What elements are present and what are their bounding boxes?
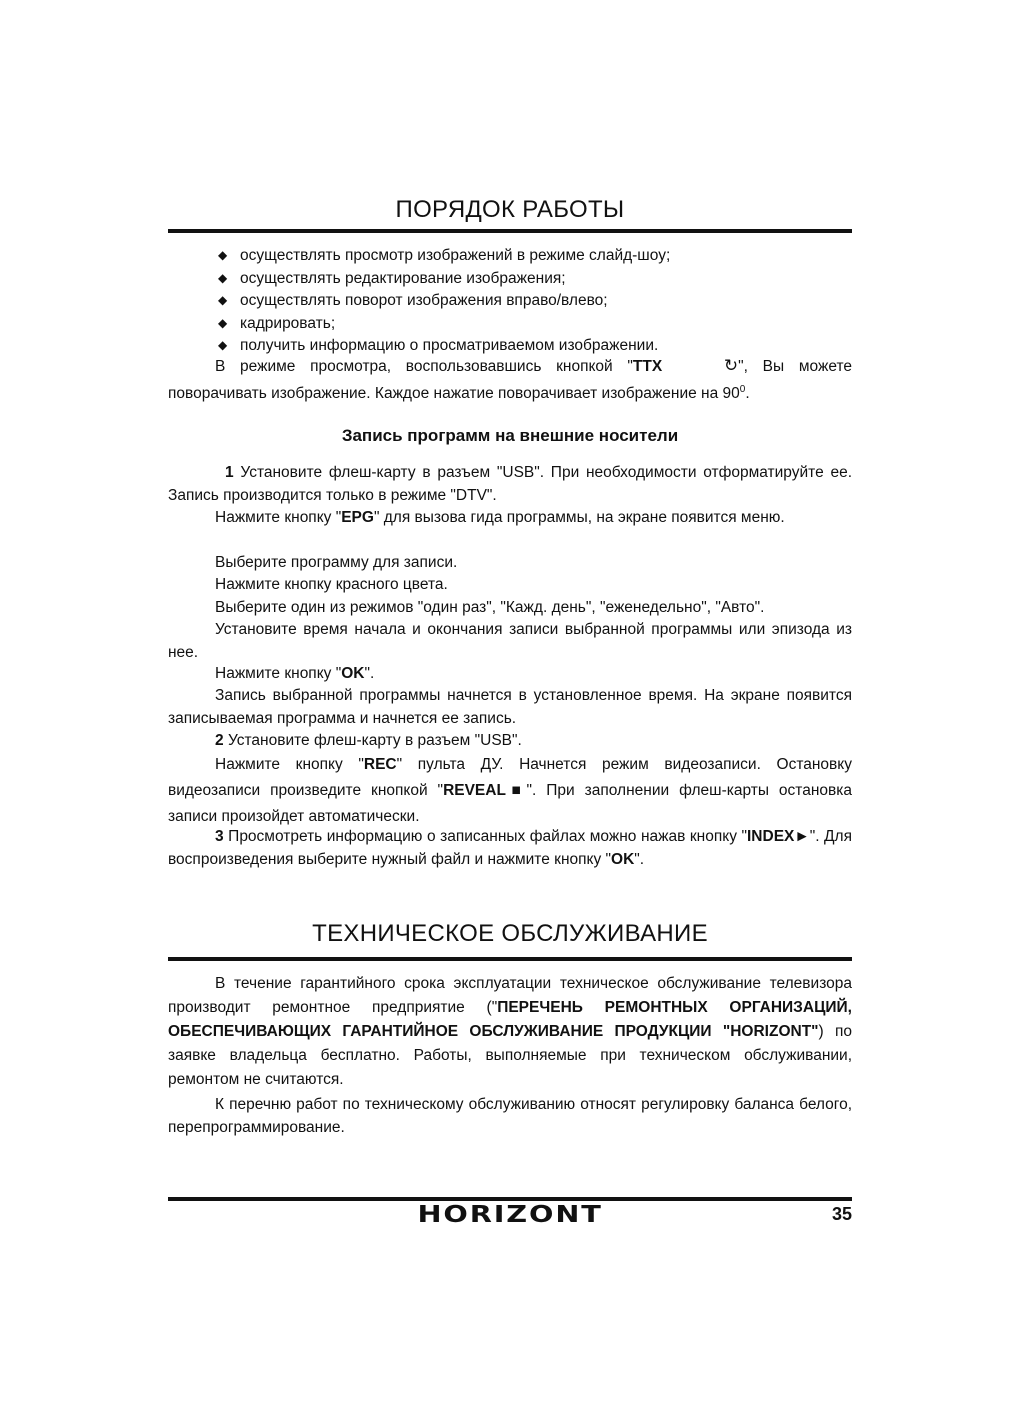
record-paragraph: Нажмите кнопку красного цвета. xyxy=(215,576,448,593)
record-step-2: 2 Установите флеш-карту в разъем "USB". xyxy=(215,732,522,749)
record-ok-paragraph: Нажмите кнопку "OK". xyxy=(215,665,375,682)
ok-button-label: OK xyxy=(341,665,365,682)
list-item: ◆ осуществлять редактирование изображения; xyxy=(218,267,852,290)
title-rule xyxy=(168,229,852,233)
page-number: 35 xyxy=(831,1204,852,1224)
title-rule xyxy=(168,957,852,961)
section-title-operation: ПОРЯДОК РАБОТЫ xyxy=(395,196,625,223)
feature-list xyxy=(218,244,852,357)
record-paragraph: Выберите один из режимов "один раз", "Кажд. день", "еженедельно", "Авто". xyxy=(215,599,765,616)
record-step-1: 1 Установите флеш-карту в разъем "USB". При необходимости отформатируйте ее. Запись производится только в режиме "DTV". xyxy=(168,464,853,504)
record-paragraph: Установите время начала и окончания записи выбранной программы или эпизода из нее. xyxy=(168,621,852,661)
diamond-bullet-icon: ◆ xyxy=(218,248,228,262)
record-section-title: Запись программ на внешние носители xyxy=(341,426,679,445)
record-rec-paragraph: Нажмите кнопку "REC" пульта ДУ. Начнется режим видеозаписи. Остановку видеозаписи произведите кнопкой "REVEAL■". При заполнении флеш-карты остановка записи произойдет автоматически. xyxy=(168,756,853,825)
index-button-label: INDEX► xyxy=(747,828,810,845)
record-step-3: 3 Просмотреть информацию о записанных файлах можно нажав кнопку "INDEX►". Для воспроизведения выберите нужный файл и нажмите кнопку "OK". xyxy=(168,828,852,868)
list-item: ◆ кадрировать; xyxy=(218,312,852,335)
rotate-icon: ↻ xyxy=(723,356,739,375)
diamond-bullet-icon: ◆ xyxy=(218,338,228,352)
rec-button-label: REC xyxy=(363,756,397,773)
diamond-bullet-icon: ◆ xyxy=(218,293,228,307)
brand-logo: HORIZONT xyxy=(417,1202,603,1228)
service-paragraph-2: К перечню работ по техническому обслуживанию относят регулировку баланса белого, перепрограммирование. xyxy=(168,1096,852,1136)
list-item: ◆ осуществлять поворот изображения вправо/влево; xyxy=(218,289,852,312)
epg-button-label: EPG xyxy=(341,509,374,526)
section-title-service: ТЕХНИЧЕСКОЕ ОБСЛУЖИВАНИЕ xyxy=(312,920,708,947)
diamond-bullet-icon: ◆ xyxy=(218,315,228,330)
record-paragraph: Запись выбранной программы начнется в установленное время. На экране появится записываемая программа и начнется ее запись. xyxy=(168,687,852,727)
diamond-bullet-icon: ◆ xyxy=(218,270,228,285)
list-item: ◆ осуществлять просмотр изображений в режиме слайд-шоу; xyxy=(218,244,852,267)
reveal-button-label: REVEAL■ xyxy=(443,782,527,799)
record-epg-paragraph: Нажмите кнопку "EPG" для вызова гида программы, на экране появится меню. xyxy=(215,509,785,526)
ttx-button-label: TTX xyxy=(632,358,663,375)
footer-rule xyxy=(168,1197,852,1201)
rotate-paragraph: В режиме просмотра, воспользовавшись кнопкой "TTX ↻", Вы можете поворачивать изображение. Каждое нажатие поворачивает изображение на $90^0$. xyxy=(168,356,852,402)
ok-button-label: OK xyxy=(611,850,635,868)
list-item: ◆ получить информацию о просматриваемом изображении. xyxy=(218,334,852,357)
record-paragraph: Выберите программу для записи. xyxy=(215,554,458,571)
service-paragraph-1: В течение гарантийного срока эксплуатации техническое обслуживание телевизора производит ремонтное предприятие ("ПЕРЕЧЕНЬ РЕМОНТНЫХ ОРГАНИЗАЦИЙ, ОБЕСПЕЧИВАЮЩИХ ГАРАНТИЙНОЕ ОБСЛУЖИВАНИЕ ПРОДУКЦИИ "HORIZONT") по заявке владельца бесплатно. Работы, выполняемые при техническом обслуживании, ремонтом не считаются. xyxy=(168,975,853,1088)
